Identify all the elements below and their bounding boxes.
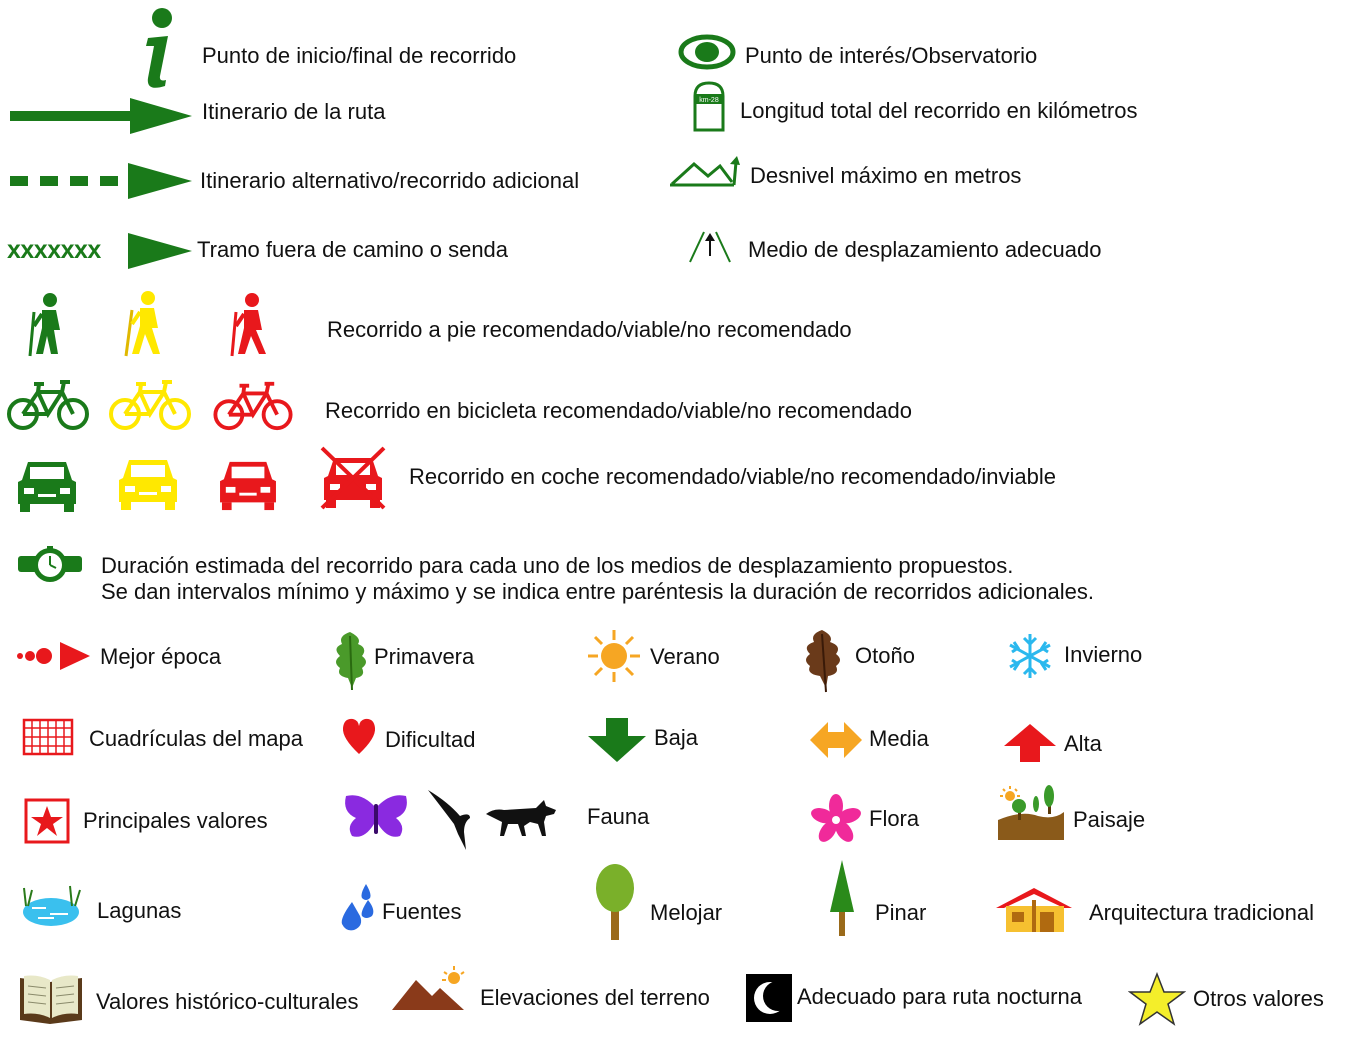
flora-label: Flora [869, 806, 920, 831]
watch-icon [18, 546, 82, 584]
low-label: Baja [654, 725, 699, 750]
swallow-icon [426, 788, 472, 852]
sun-icon [586, 628, 642, 684]
car-red-icon [218, 458, 278, 512]
medium-label: Media [869, 726, 929, 751]
star-icon [1128, 972, 1186, 1028]
arrow-up-icon [1004, 724, 1056, 762]
bike-label: Recorrido en bicicleta recomendado/viable/no recomendado [325, 398, 913, 423]
walk-label: Recorrido a pie recomendado/viable/no recomendado [327, 317, 852, 342]
summer-label: Verano [650, 644, 720, 669]
lagoon-icon [20, 884, 82, 930]
transport-road-icon [686, 230, 734, 264]
bike-yellow-icon [108, 376, 192, 432]
elevation-gain-label: Desnivel máximo en metros [750, 163, 1022, 188]
alt-route-label: Itinerario alternativo/recorrido adicional [200, 168, 580, 193]
difficulty-label: Dificultad [385, 727, 476, 752]
eye-icon [678, 34, 736, 70]
autumn-leaf-icon [800, 628, 846, 694]
night-label: Adecuado para ruta nocturna [797, 984, 1082, 1009]
other-label: Otros valores [1193, 986, 1324, 1011]
main-values-label: Principales valores [83, 808, 268, 833]
heart-icon [340, 716, 378, 756]
oak-label: Melojar [650, 900, 723, 925]
book-icon [18, 972, 84, 1024]
walker-yellow-icon [120, 290, 170, 358]
flower-icon [810, 794, 862, 846]
wolf-icon [484, 796, 560, 838]
km-sign-text: km-28 [699, 97, 719, 104]
alt-route-arrow-icon [10, 162, 192, 200]
route-label: Itinerario de la ruta [202, 99, 386, 124]
pine-tree-icon [828, 860, 856, 938]
heritage-label: Valores histórico-culturales [96, 989, 359, 1014]
car-label: Recorrido en coche recomendado/viable/no recomendado/inviable [409, 464, 1056, 489]
terrain-label: Elevaciones del terreno [480, 985, 710, 1010]
pine-label: Pinar [875, 900, 927, 925]
moon-icon [746, 974, 792, 1022]
arrow-down-icon [588, 718, 646, 762]
autumn-label: Otoño [855, 643, 915, 668]
landscape-icon [998, 784, 1064, 840]
car-green-icon [16, 458, 78, 514]
route-arrow-icon [10, 96, 192, 136]
springs-label: Fuentes [382, 899, 462, 924]
info-icon [138, 6, 178, 90]
lagoons-label: Lagunas [97, 898, 182, 923]
water-drops-icon [338, 882, 378, 932]
arrow-both-icon [810, 720, 862, 760]
walker-green-icon [24, 292, 72, 358]
best-season-icon [16, 640, 90, 672]
architecture-label: Arquitectura tradicional [1089, 900, 1315, 925]
high-label: Alta [1064, 731, 1102, 756]
snowflake-icon [1006, 632, 1054, 680]
km-sign-icon [692, 80, 726, 132]
star-box-icon [24, 798, 70, 844]
info-point-label: Punto de inicio/final de recorrido [202, 43, 517, 68]
mountain-sun-icon [392, 966, 468, 1012]
winter-label: Invierno [1064, 642, 1143, 667]
spring-leaf-icon [330, 630, 370, 692]
duration-line2: Se dan intervalos mínimo y máximo y se indica entre paréntesis la duración de recorridos adicionales. [101, 579, 1094, 604]
car-crossed-icon [318, 446, 388, 512]
fauna-label: Fauna [587, 804, 650, 829]
best-season-label: Mejor época [100, 644, 222, 669]
bike-red-icon [212, 378, 294, 432]
oak-tree-icon [594, 862, 636, 942]
map-grid-icon [22, 718, 74, 756]
duration-line1: Duración estimada del recorrido para cada uno de los medios de desplazamiento propuestos. [101, 553, 1014, 578]
butterfly-icon [342, 792, 410, 842]
landscape-label: Paisaje [1073, 807, 1146, 832]
spring-label: Primavera [374, 644, 475, 669]
off-path-marks: xxxxxxx [7, 236, 101, 264]
grid-label: Cuadrículas del mapa [89, 726, 304, 751]
elevation-gain-icon [668, 156, 742, 188]
viewpoint-label: Punto de interés/Observatorio [745, 43, 1038, 68]
transport-label: Medio de desplazamiento adecuado [748, 237, 1102, 262]
off-path-label: Tramo fuera de camino o senda [197, 237, 509, 262]
length-label: Longitud total del recorrido en kilómetros [740, 98, 1138, 123]
bike-green-icon [6, 376, 90, 432]
walker-red-icon [224, 292, 272, 358]
car-yellow-icon [116, 456, 180, 512]
house-icon [994, 886, 1074, 934]
